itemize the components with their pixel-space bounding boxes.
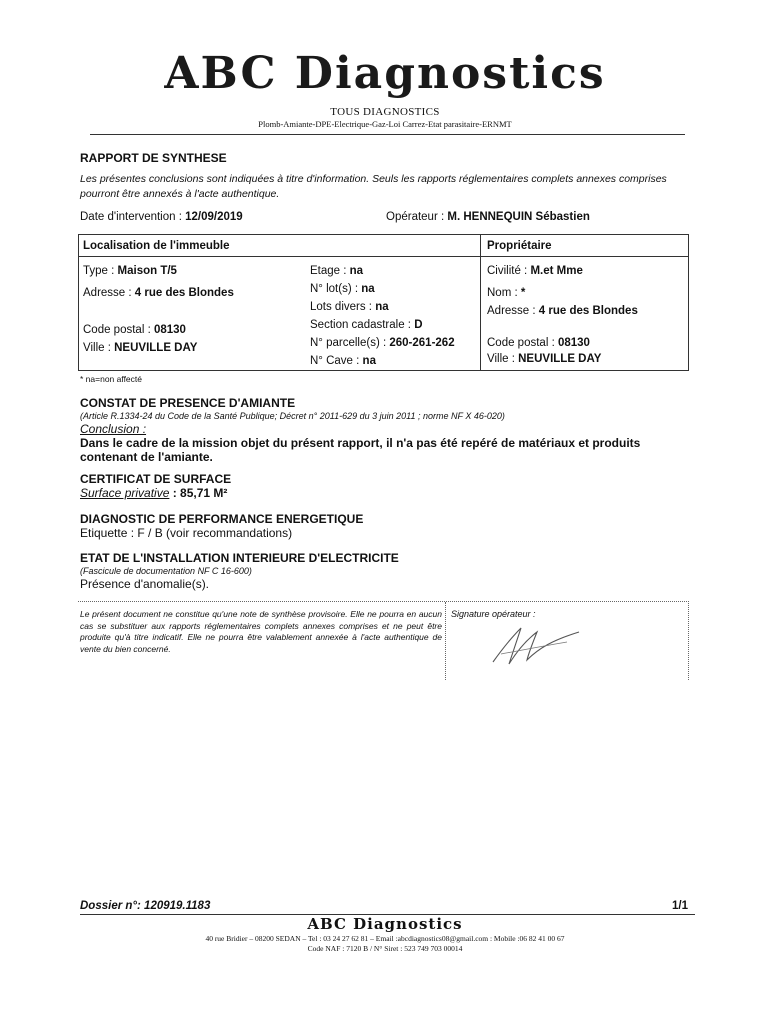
section-field <box>310 317 423 333</box>
parcelles-field <box>310 335 455 351</box>
electricite-title: ETAT DE L'INSTALLATION INTERIEURE D'ELECTRICITE <box>80 551 399 565</box>
surface-label: Surface privative <box>80 486 170 500</box>
header-divider <box>90 134 685 135</box>
type-field <box>83 263 177 279</box>
electricite-reference: (Fascicule de documentation NF C 16-600) <box>80 566 252 576</box>
dpe-title: DIAGNOSTIC DE PERFORMANCE ENERGETIQUE <box>80 512 364 526</box>
operator <box>386 211 590 223</box>
etage-value: na <box>349 265 364 277</box>
city-field <box>83 340 197 356</box>
page-number: 1/1 <box>672 900 688 912</box>
civilite-value: M.et Mme <box>530 265 583 277</box>
electricite-text: Présence d'anomalie(s). <box>80 577 210 591</box>
location-header: Localisation de l'immeuble <box>83 240 230 252</box>
company-tagline: TOUS DIAGNOSTICS <box>330 106 440 118</box>
amiante-section <box>80 396 700 464</box>
dossier-value: 120919.1183 <box>144 900 211 912</box>
city-label: Ville : <box>83 342 111 354</box>
footer-legal: Code NAF : 7120 B / N° Siret : 523 749 703 00014 <box>307 944 463 953</box>
city-value: NEUVILLE DAY <box>114 342 198 354</box>
nom-label: Nom : <box>487 287 518 299</box>
amiante-conclusion-label: Conclusion : <box>80 422 147 436</box>
owner-city-value: NEUVILLE DAY <box>518 353 602 365</box>
section-label: Section cadastrale : <box>310 319 412 331</box>
section-value: D <box>414 319 423 331</box>
date-label: Date d'intervention : <box>80 211 182 223</box>
amiante-conclusion-text: Dans le cadre de la mission objet du présent rapport, il n'a pas été repéré de matériaux et produits contenant de l'amiante. <box>80 436 641 464</box>
operator-signature <box>483 618 593 670</box>
owner-header: Propriétaire <box>487 240 552 252</box>
intervention-row <box>80 211 690 223</box>
postal-value: 08130 <box>153 324 186 336</box>
cave-value: na <box>362 355 376 367</box>
dossier-number <box>80 900 210 912</box>
dpe-section <box>80 512 700 540</box>
company-services: Plomb-Amiante-DPE-Electrique-Gaz-Loi Carrez-Etat parasitaire-ERNMT <box>258 119 512 129</box>
synthesis-note-text: Le présent document ne constitue qu'une note de synthèse provisoire. Elle ne pourra en aucun cas se substituer aux rapports réglementaires complets annexes comprises et ne peut être produite qu'à titre indicatif. Elle ne pourra être valablement annexée à l'acte authentique de vente du bien concerné. <box>80 609 442 654</box>
lots-divers-label: Lots divers : <box>310 301 372 313</box>
dossier-label: Dossier n°: <box>80 900 141 912</box>
civilite-label: Civilité : <box>487 265 528 277</box>
parcelles-label: N° parcelle(s) : <box>310 337 387 349</box>
type-label: Type : <box>83 265 115 277</box>
operator-value: M. HENNEQUIN Sébastien <box>447 211 590 223</box>
owner-address-value: 4 rue des Blondes <box>538 305 638 317</box>
operator-label: Opérateur : <box>386 211 445 223</box>
amiante-title: CONSTAT DE PRESENCE D'AMIANTE <box>80 396 296 410</box>
etage-field <box>310 263 363 279</box>
owner-address-label: Adresse : <box>487 305 536 317</box>
report-title: RAPPORT DE SYNTHESE <box>80 151 227 165</box>
lots-label: N° lot(s) : <box>310 283 359 295</box>
parcelles-value: 260-261-262 <box>389 337 455 349</box>
owner-postal-field <box>487 335 590 351</box>
surface-section <box>80 472 700 500</box>
property-table <box>78 234 689 371</box>
postal-field <box>83 322 186 338</box>
footer-logo: ABC Diagnostics <box>307 915 463 933</box>
synthesis-note-box <box>78 601 689 680</box>
owner-address-field <box>487 303 638 319</box>
surface-line <box>80 486 700 500</box>
surface-title: CERTIFICAT DE SURFACE <box>80 472 232 486</box>
table-divider <box>480 235 481 370</box>
lots-divers-field <box>310 299 389 315</box>
lots-value: na <box>361 283 375 295</box>
table-note: * na=non affecté <box>80 374 142 384</box>
postal-label: Code postal : <box>83 324 151 336</box>
date-value: 12/09/2019 <box>185 211 243 223</box>
owner-city-label: Ville : <box>487 353 515 365</box>
lots-divers-value: na <box>375 301 389 313</box>
lots-field <box>310 281 375 297</box>
address-label: Adresse : <box>83 287 132 299</box>
etage-label: Etage : <box>310 265 347 277</box>
dpe-text: Etiquette : F / B (voir recommandations) <box>80 526 293 540</box>
type-value: Maison T/5 <box>117 265 177 277</box>
cave-label: N° Cave : <box>310 355 360 367</box>
company-logo: ABC Diagnostics <box>164 48 606 99</box>
report-disclaimer: Les présentes conclusions sont indiquées à titre d'information. Seuls les rapports réglementaires complets annexes comprises pourront être annexés à l'acte authentique. <box>80 173 667 200</box>
address-field <box>83 285 234 301</box>
address-value: 4 rue des Blondes <box>134 287 234 299</box>
footer-contact: 40 rue Bridier – 08200 SEDAN – Tel : 03 24 27 62 81 – Email :abcdiagnostics08@gmail.com : Mobile :06 82 41 00 67 <box>205 934 565 943</box>
civilite-field <box>487 263 583 279</box>
surface-value: : 85,71 M² <box>172 486 228 500</box>
cave-field <box>310 353 376 369</box>
amiante-reference: (Article R.1334-24 du Code de la Santé Publique; Décret n° 2011-629 du 3 juin 2011 ; norme NF X 46-020) <box>80 411 505 421</box>
note-box-divider <box>445 602 446 680</box>
nom-value: * <box>520 287 526 299</box>
owner-postal-label: Code postal : <box>487 337 555 349</box>
nom-field <box>487 285 525 301</box>
signature-label: Signature opérateur : <box>451 609 536 619</box>
electricite-section <box>80 551 700 591</box>
owner-city-field <box>487 351 601 367</box>
owner-postal-value: 08130 <box>557 337 590 349</box>
